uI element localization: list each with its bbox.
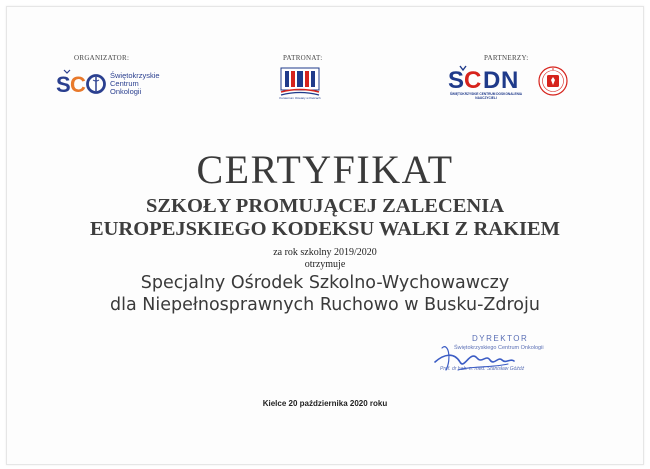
sco-name-line2: Centrum: [110, 79, 139, 88]
certificate-subtitle-line2: EUROPEJSKIEGO KODEKSU WALKI Z RAKIEM: [89, 218, 561, 240]
svg-text:C: C: [70, 72, 86, 97]
svg-text:S: S: [448, 67, 465, 92]
kuratorium-logo-mark: [277, 66, 323, 98]
organizer-label: ORGANIZATOR:: [74, 54, 130, 62]
partners-label: PARTNERZY:: [484, 54, 529, 62]
sco-logo-mark: [56, 68, 108, 98]
scdn-logo: [448, 64, 524, 102]
sco-name-line1: Świętokrzyskie: [110, 71, 160, 80]
stamp-institution: Świętokrzyskiego Centrum Onkologii: [454, 345, 544, 351]
scdn-logo-mark: [448, 64, 524, 92]
stamp-role: DYREKTOR: [472, 334, 529, 343]
recipient-line1: Specjalny Ośrodek Szkolno-Wychowawczy: [140, 273, 510, 293]
svg-text:S: S: [56, 72, 71, 97]
signature-scribble: [430, 340, 550, 380]
issue-date: Kielce 20 października 2020 roku: [262, 399, 388, 408]
kuratorium-caption: Kuratorium Oświaty w Kielcach: [279, 96, 321, 100]
scdn-caption: ŚWIĘTOKRZYSKIE CENTRUM DOSKONALENIA NAUCZYCIELI: [449, 92, 523, 100]
seal-emblem-icon: [538, 66, 568, 96]
school-year: za rok szkolny 2019/2020: [273, 247, 377, 258]
svg-text:C: C: [464, 67, 482, 92]
svg-text:D: D: [483, 67, 501, 92]
kuratorium-logo: [277, 66, 323, 106]
svg-text:N: N: [501, 67, 519, 92]
patron-label: PATRONAT:: [283, 54, 323, 62]
receives-label: otrzymuje: [304, 259, 346, 270]
certificate-subtitle-line1: SZKOŁY PROMUJĄCEJ ZALECENIA: [145, 195, 505, 217]
sco-logo: [56, 68, 166, 98]
stamp-person: Prof. dr hab. n. med. Stanisław Góźdź: [440, 366, 525, 372]
recipient-line2: dla Niepełnosprawnych Ruchowo w Busku-Zdroju: [110, 295, 540, 315]
certificate-title: CERTYFIKAT: [196, 147, 454, 192]
partner-seal-emblem: [538, 66, 568, 96]
sco-name-line3: Onkologii: [110, 87, 142, 96]
